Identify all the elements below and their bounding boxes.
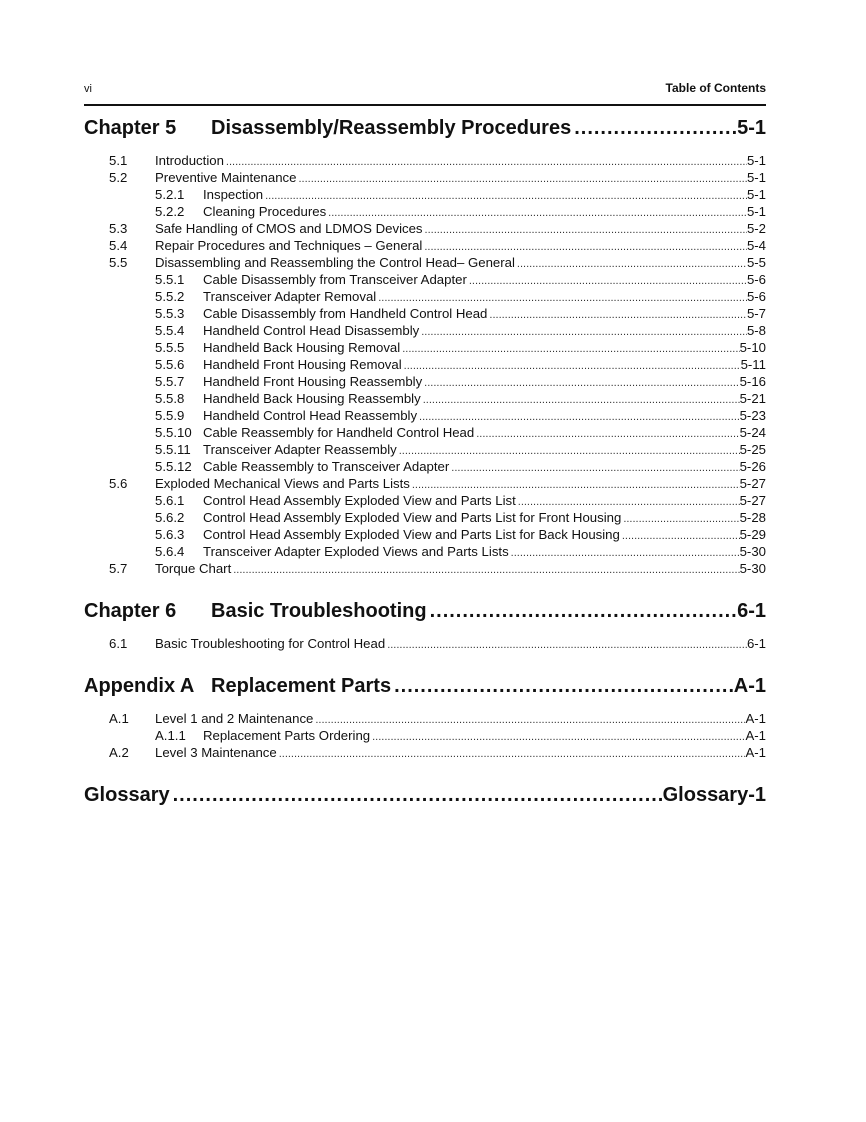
dot-leader [571, 114, 737, 142]
entry-page: 5-28 [739, 510, 766, 525]
entry-number: 5.5.6 [155, 357, 185, 372]
entry-page: 5-1 [746, 170, 766, 185]
toc-entry[interactable] [84, 390, 766, 407]
toc-entry-list [84, 710, 766, 761]
chapter-page: 6-1 [737, 600, 766, 622]
entry-title: Control Head Assembly Exploded View and Parts List for Front Housing [203, 510, 622, 525]
dot-leader [421, 392, 740, 409]
entry-title: Control Head Assembly Exploded View and Parts List [203, 493, 516, 508]
entry-title: Control Head Assembly Exploded View and Parts List for Back Housing [203, 527, 620, 542]
toc-entry[interactable] [84, 237, 766, 254]
chapter-label: Appendix A [84, 675, 195, 697]
entry-title: Level 3 Maintenance [155, 745, 277, 760]
table-of-contents [84, 114, 766, 809]
entry-title: Disassembling and Reassembling the Control Head– General [155, 255, 515, 270]
toc-entry[interactable] [84, 441, 766, 458]
entry-title: Repair Procedures and Techniques – General [155, 238, 423, 253]
entry-title: Handheld Front Housing Removal [203, 357, 402, 372]
entry-page: 5-1 [746, 187, 766, 202]
dot-leader [427, 597, 738, 625]
dot-leader [391, 672, 734, 700]
entry-page: 5-30 [739, 561, 766, 576]
entry-number: 5.6.4 [155, 544, 185, 559]
toc-entry[interactable] [84, 254, 766, 271]
entry-title: Level 1 and 2 Maintenance [155, 711, 314, 726]
dot-leader [263, 188, 747, 205]
entry-title: Safe Handling of CMOS and LDMOS Devices [155, 221, 423, 236]
glossary-title: Glossary [84, 784, 170, 806]
toc-entry[interactable] [84, 710, 766, 727]
entry-number: 5.6.1 [155, 493, 185, 508]
entry-page: A-1 [745, 745, 766, 760]
entry-number: 5.5.11 [155, 442, 191, 457]
dot-leader [509, 545, 740, 562]
entry-number: A.1.1 [155, 728, 186, 743]
dot-leader [224, 154, 747, 171]
entry-page: 5-6 [746, 272, 766, 287]
entry-title: Cleaning Procedures [203, 204, 327, 219]
entry-number: A.2 [109, 745, 129, 760]
glossary-heading[interactable] [84, 781, 766, 809]
toc-entry[interactable] [84, 169, 766, 186]
entry-title: Transceiver Adapter Exploded Views and Parts Lists [203, 544, 509, 559]
entry-title: Preventive Maintenance [155, 170, 297, 185]
entry-page: 5-5 [746, 255, 766, 270]
dot-leader [296, 171, 746, 188]
dot-leader [231, 562, 739, 579]
entry-page: 5-1 [746, 204, 766, 219]
entry-title: Handheld Back Housing Reassembly [203, 391, 421, 406]
toc-entry[interactable] [84, 475, 766, 492]
glossary-page: Glossary-1 [662, 784, 766, 806]
entry-page: 5-6 [746, 289, 766, 304]
toc-entry[interactable] [84, 271, 766, 288]
entry-title: Cable Reassembly for Handheld Control Head [203, 425, 475, 440]
entry-number: 5.5.3 [155, 306, 185, 321]
toc-entry[interactable] [84, 509, 766, 526]
toc-entry[interactable] [84, 543, 766, 560]
entry-title: Replacement Parts Ordering [203, 728, 371, 743]
toc-entry[interactable] [84, 635, 766, 652]
entry-number: 5.5.4 [155, 323, 185, 338]
toc-entry[interactable] [84, 407, 766, 424]
entry-page: A-1 [745, 728, 766, 743]
entry-number: 5.5.2 [155, 289, 185, 304]
toc-entry[interactable] [84, 288, 766, 305]
toc-entry[interactable] [84, 186, 766, 203]
entry-number: 5.5.1 [155, 272, 185, 287]
toc-entry-list [84, 152, 766, 577]
dot-leader [515, 256, 747, 273]
toc-entry[interactable] [84, 424, 766, 441]
chapter-label: Chapter 5 [84, 117, 177, 139]
dot-leader [402, 358, 741, 375]
entry-page: A-1 [745, 711, 766, 726]
toc-entry[interactable] [84, 203, 766, 220]
chapter-title: Basic Troubleshooting [211, 600, 427, 622]
toc-entry[interactable] [84, 339, 766, 356]
toc-entry[interactable] [84, 744, 766, 761]
entry-page: 5-7 [746, 306, 766, 321]
entry-title: Transceiver Adapter Reassembly [203, 442, 397, 457]
entry-title: Handheld Control Head Reassembly [203, 408, 418, 423]
section-title: Table of Contents [665, 81, 766, 95]
entry-number: 5.6.3 [155, 527, 185, 542]
entry-number: 5.5.5 [155, 340, 185, 355]
entry-page: 5-4 [746, 238, 766, 253]
dot-leader [419, 324, 747, 341]
entry-title: Transceiver Adapter Removal [203, 289, 377, 304]
entry-title: Torque Chart [155, 561, 232, 576]
entry-number: 5.5.10 [155, 425, 192, 440]
entry-number: 5.5 [109, 255, 128, 270]
chapter-page: 5-1 [737, 117, 766, 139]
toc-entry[interactable] [84, 458, 766, 475]
entry-page: 6-1 [746, 636, 766, 651]
chapter-heading[interactable] [84, 672, 766, 700]
entry-number: 5.1 [109, 153, 128, 168]
entry-number: 5.5.7 [155, 374, 185, 389]
dot-leader [467, 273, 747, 290]
entry-page: 5-30 [739, 544, 766, 559]
entry-number: 5.2.1 [155, 187, 185, 202]
dot-leader [170, 781, 663, 809]
entry-number: A.1 [109, 711, 129, 726]
entry-number: 5.3 [109, 221, 128, 236]
chapter-title: Replacement Parts [211, 675, 392, 697]
page-header [84, 79, 766, 95]
toc-entry[interactable] [84, 152, 766, 169]
dot-leader [400, 341, 739, 358]
entry-page: 5-23 [739, 408, 766, 423]
toc-entry-list [84, 635, 766, 652]
toc-entry[interactable] [84, 492, 766, 509]
toc-entry[interactable] [84, 373, 766, 390]
chapter-heading[interactable] [84, 597, 766, 625]
entry-page: 5-10 [739, 340, 766, 355]
entry-title: Introduction [155, 153, 224, 168]
entry-title: Handheld Back Housing Removal [203, 340, 401, 355]
chapter-label: Chapter 6 [84, 600, 177, 622]
toc-entry[interactable] [84, 220, 766, 237]
entry-page: 5-8 [746, 323, 766, 338]
dot-leader [487, 307, 747, 324]
dot-leader [385, 637, 747, 654]
entry-number: 5.5.8 [155, 391, 185, 406]
dot-leader [422, 375, 739, 392]
toc-entry[interactable] [84, 560, 766, 577]
entry-title: Cable Disassembly from Transceiver Adapter [203, 272, 467, 287]
entry-number: 5.6 [109, 476, 128, 491]
toc-entry[interactable] [84, 356, 766, 373]
entry-page: 5-16 [739, 374, 766, 389]
entry-number: 5.7 [109, 561, 128, 576]
entry-page: 5-2 [746, 221, 766, 236]
entry-number: 6.1 [109, 636, 128, 651]
chapter-page: A-1 [733, 675, 766, 697]
dot-leader [449, 460, 739, 477]
entry-number: 5.2.2 [155, 204, 185, 219]
dot-leader [370, 729, 745, 746]
entry-title: Handheld Front Housing Reassembly [203, 374, 423, 389]
dot-leader [423, 222, 747, 239]
entry-page: 5-21 [739, 391, 766, 406]
entry-title: Basic Troubleshooting for Control Head [155, 636, 386, 651]
entry-page: 5-29 [739, 527, 766, 542]
chapter-title: Disassembly/Reassembly Procedures [211, 117, 572, 139]
header-rule [84, 104, 766, 106]
toc-entry[interactable] [84, 305, 766, 322]
dot-leader [474, 426, 739, 443]
entry-number: 5.2 [109, 170, 128, 185]
entry-page: 5-1 [746, 153, 766, 168]
entry-title: Handheld Control Head Disassembly [203, 323, 420, 338]
entry-number: 5.6.2 [155, 510, 185, 525]
entry-page: 5-27 [739, 493, 766, 508]
entry-title: Cable Disassembly from Handheld Control Head [203, 306, 488, 321]
entry-page: 5-24 [739, 425, 766, 440]
entry-number: 5.4 [109, 238, 128, 253]
entry-page: 5-27 [739, 476, 766, 491]
dot-leader [621, 511, 739, 528]
entry-page: 5-11 [740, 357, 766, 372]
entry-page: 5-25 [739, 442, 766, 457]
toc-entry[interactable] [84, 322, 766, 339]
toc-entry[interactable] [84, 526, 766, 543]
entry-number: 5.5.9 [155, 408, 185, 423]
dot-leader [620, 528, 740, 545]
chapter-heading[interactable] [84, 114, 766, 142]
toc-entry[interactable] [84, 727, 766, 744]
entry-page: 5-26 [739, 459, 766, 474]
dot-leader [277, 746, 746, 763]
entry-title: Inspection [203, 187, 264, 202]
entry-title: Exploded Mechanical Views and Parts Lists [155, 476, 410, 491]
entry-number: 5.5.12 [155, 459, 192, 474]
entry-title: Cable Reassembly to Transceiver Adapter [203, 459, 450, 474]
dot-leader [313, 712, 745, 729]
page-number: vi [84, 83, 92, 95]
